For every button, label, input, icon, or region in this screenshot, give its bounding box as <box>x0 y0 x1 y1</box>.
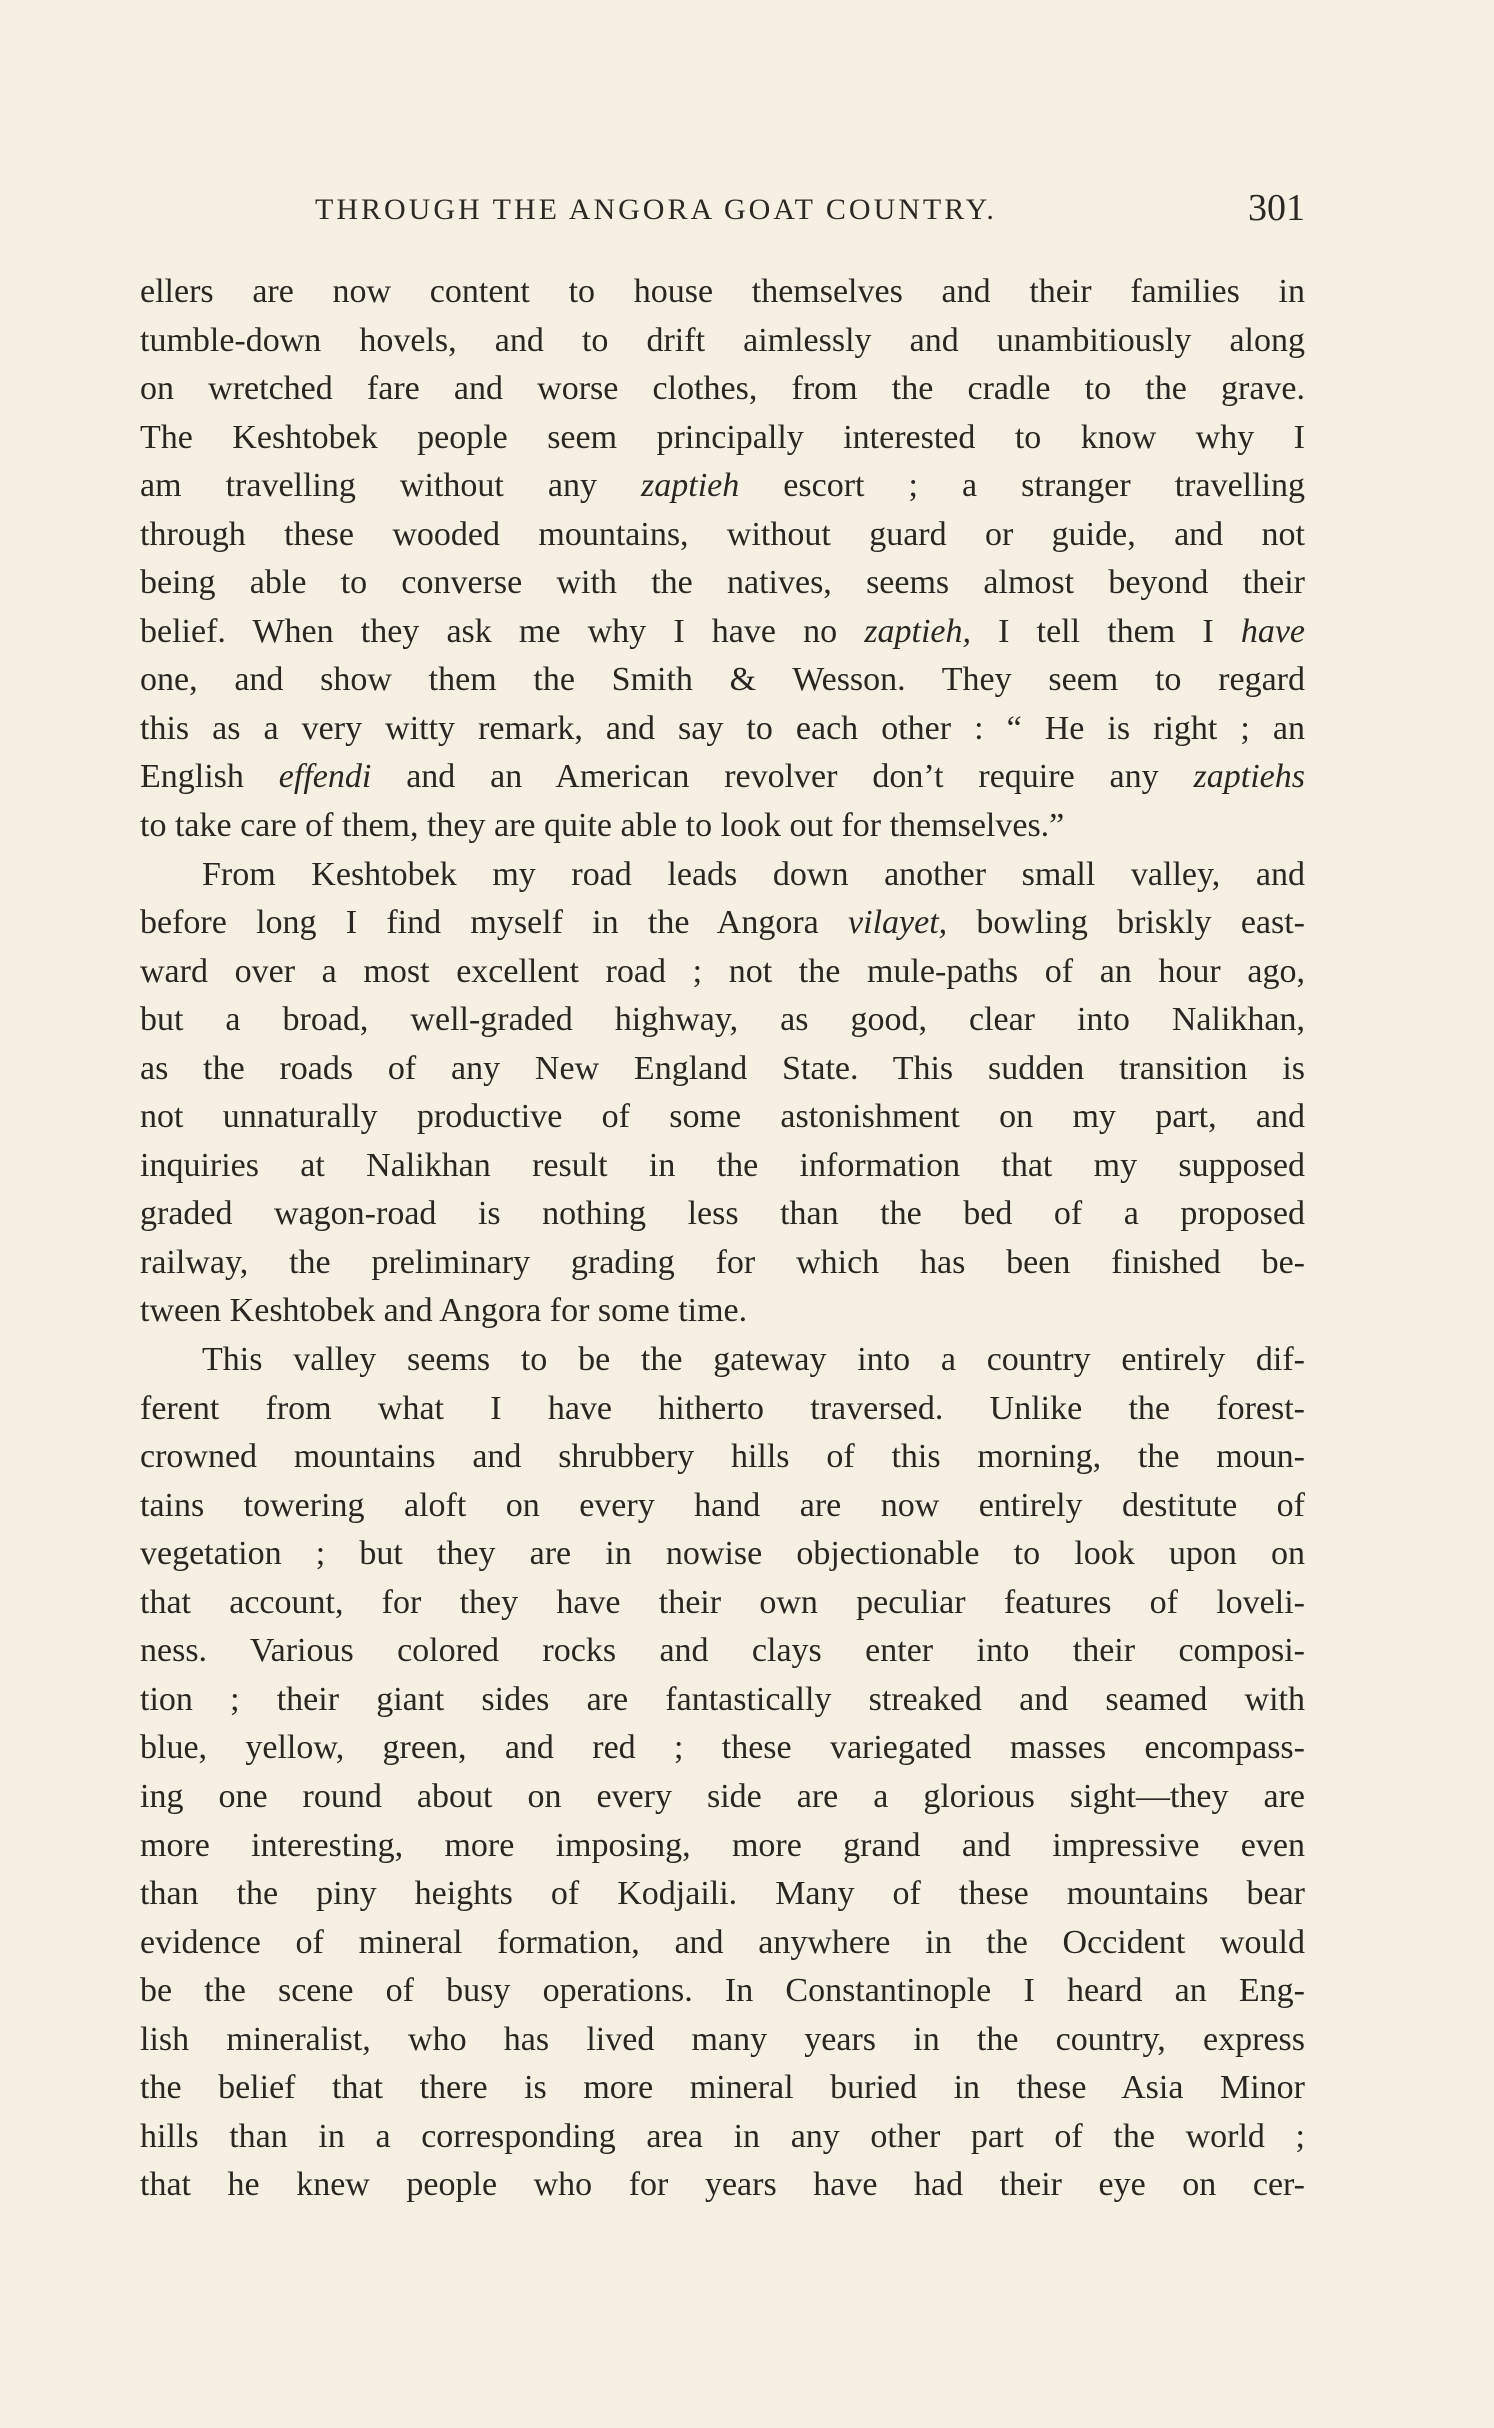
line-text: that he knew people who for years have had their eye on cer- <box>140 2166 1305 2204</box>
body-text <box>140 268 1305 2210</box>
line-text: one, and show them the Smith & Wesson. They seem to regard <box>140 661 1305 699</box>
line-text: this as a very witty remark, and say to each other : “ He is right ; an <box>140 709 1305 747</box>
text-line <box>140 1142 1305 1191</box>
italic-word: zaptieh <box>641 467 740 505</box>
line-text: before long I find myself in the Angora <box>140 904 849 942</box>
running-title: THROUGH THE ANGORA GOAT COUNTRY. <box>315 193 997 226</box>
line-text: more interesting, more imposing, more grand and impressive even <box>140 1826 1305 1864</box>
line-text: crowned mountains and shrubbery hills of this morning, the moun- <box>140 1438 1305 1476</box>
text-line <box>140 2113 1305 2162</box>
text-line <box>140 996 1305 1045</box>
line-text: From Keshtobek my road leads down another small valley, and <box>202 855 1305 893</box>
text-line <box>140 802 1305 851</box>
text-line <box>140 656 1305 705</box>
running-head <box>140 187 1305 240</box>
text-line <box>140 1870 1305 1919</box>
text-line <box>140 1433 1305 1482</box>
italic-word: zaptiehs <box>1193 758 1305 796</box>
line-text: but a broad, well-graded highway, as good, clear into Nalikhan, <box>140 1001 1305 1039</box>
text-line <box>140 1919 1305 1968</box>
line-text: English <box>140 758 279 796</box>
text-line <box>140 1336 1305 1385</box>
line-text: This valley seems to be the gateway into a country entirely dif- <box>202 1341 1305 1379</box>
text-line <box>140 268 1305 317</box>
italic-word: vilayet, <box>848 904 948 942</box>
text-line <box>140 1482 1305 1531</box>
line-text: ferent from what I have hitherto traversed. Unlike the forest- <box>140 1389 1305 1427</box>
text-line <box>140 1773 1305 1822</box>
text-line <box>140 462 1305 511</box>
line-text: inquiries at Nalikhan result in the information that my supposed <box>140 1146 1305 1184</box>
line-text: ward over a most excellent road ; not the mule-paths of an hour ago, <box>140 952 1305 990</box>
line-text: lish mineralist, who has lived many years in the country, express <box>140 2020 1305 2058</box>
line-text: tains towering aloft on every hand are now entirely destitute of <box>140 1486 1305 1524</box>
line-text: through these wooded mountains, without guard or guide, and not <box>140 515 1305 553</box>
text-line <box>140 851 1305 900</box>
text-line <box>140 1385 1305 1434</box>
line-text: than the piny heights of Kodjaili. Many of these mountains bear <box>140 1875 1305 1913</box>
line-text: railway, the preliminary grading for which has been finished be- <box>140 1243 1305 1281</box>
line-text: escort ; a stranger travelling <box>739 467 1305 505</box>
line-text: as the roads of any New England State. This sudden transition is <box>140 1049 1305 1087</box>
line-text: I tell them I <box>971 612 1241 650</box>
line-text: evidence of mineral formation, and anywhere in the Occident would <box>140 1923 1305 1961</box>
line-text: tween Keshtobek and Angora for some time. <box>140 1292 748 1330</box>
text-line <box>140 705 1305 754</box>
line-text: being able to converse with the natives, seems almost beyond their <box>140 564 1305 602</box>
text-line <box>140 2016 1305 2065</box>
line-text: tumble-down hovels, and to drift aimlessly and unambitiously along <box>140 321 1305 359</box>
text-line <box>140 365 1305 414</box>
line-text: belief. When they ask me why I have no <box>140 612 865 650</box>
text-line <box>140 559 1305 608</box>
line-text: to take care of them, they are quite able to look out for themselves.” <box>140 807 1065 845</box>
text-line <box>140 511 1305 560</box>
text-line <box>140 948 1305 997</box>
line-text: and an American revolver don’t require any <box>371 758 1194 796</box>
text-line <box>140 1967 1305 2016</box>
line-text: am travelling without any <box>140 467 642 505</box>
line-text: ness. Various colored rocks and clays enter into their composi- <box>140 1632 1305 1670</box>
line-text: the belief that there is more mineral buried in these Asia Minor <box>140 2069 1305 2107</box>
text-line <box>140 2064 1305 2113</box>
text-line <box>140 1239 1305 1288</box>
line-text: The Keshtobek people seem principally interested to know why I <box>140 418 1305 456</box>
line-text: ellers are now content to house themselves and their families in <box>140 273 1305 310</box>
text-line <box>140 899 1305 948</box>
text-line <box>140 1093 1305 1142</box>
text-line <box>140 414 1305 463</box>
line-text: hills than in a corresponding area in any other part of the world ; <box>140 2117 1305 2155</box>
line-text: bowling briskly east- <box>947 904 1305 942</box>
line-text: not unnaturally productive of some astonishment on my part, and <box>140 1098 1305 1136</box>
italic-word: have <box>1240 612 1305 650</box>
page-number: 301 <box>1248 187 1305 229</box>
text-line <box>140 1287 1305 1336</box>
line-text: ing one round about on every side are a glorious sight—they are <box>140 1777 1305 1815</box>
line-text: blue, yellow, green, and red ; these variegated masses encompass- <box>140 1729 1305 1767</box>
text-line <box>140 608 1305 657</box>
line-text: on wretched fare and worse clothes, from the cradle to the grave. <box>140 370 1305 408</box>
italic-word: effendi <box>278 758 372 796</box>
text-line <box>140 1676 1305 1725</box>
text-line <box>140 1724 1305 1773</box>
text-line <box>140 1530 1305 1579</box>
text-line <box>140 1045 1305 1094</box>
line-text: that account, for they have their own peculiar features of loveli- <box>140 1583 1305 1621</box>
text-line <box>140 1190 1305 1239</box>
line-text: graded wagon-road is nothing less than the bed of a proposed <box>140 1195 1305 1233</box>
text-line <box>140 1579 1305 1628</box>
text-line <box>140 2161 1305 2210</box>
text-line <box>140 1822 1305 1871</box>
line-text: tion ; their giant sides are fantastically streaked and seamed with <box>140 1680 1305 1718</box>
line-text: vegetation ; but they are in nowise objectionable to look upon on <box>140 1535 1305 1573</box>
line-text: be the scene of busy operations. In Constantinople I heard an Eng- <box>140 1972 1305 2010</box>
text-line <box>140 1627 1305 1676</box>
text-line <box>140 753 1305 802</box>
text-line <box>140 317 1305 366</box>
italic-word: zaptieh, <box>864 612 971 650</box>
